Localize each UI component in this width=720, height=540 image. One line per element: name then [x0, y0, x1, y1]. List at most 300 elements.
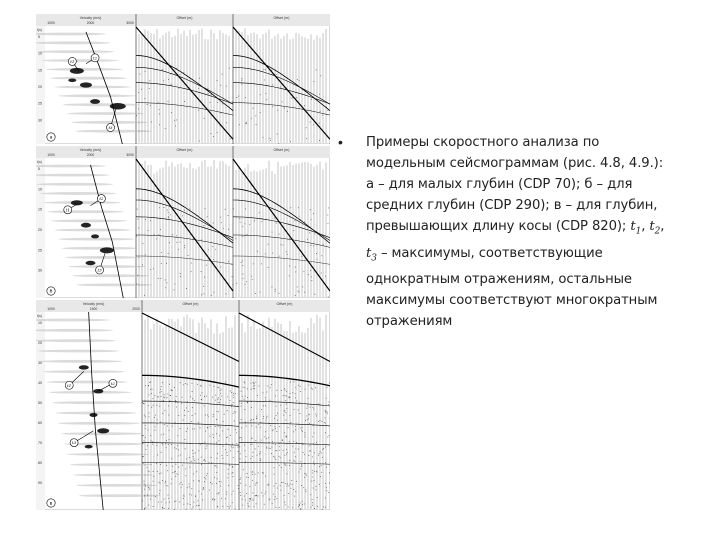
noise-speck [182, 77, 183, 78]
noise-speck [208, 249, 209, 250]
noise-speck [301, 464, 302, 465]
noise-speck [313, 462, 314, 463]
noise-speck [221, 389, 222, 390]
noise-speck [160, 422, 161, 423]
noise-speck [290, 393, 291, 394]
semblance-maximum [91, 234, 99, 238]
noise-speck [239, 446, 240, 447]
noise-speck [168, 216, 169, 217]
noise-speck [290, 415, 291, 416]
noise-speck [150, 105, 151, 106]
noise-speck [260, 460, 261, 461]
noise-speck [305, 432, 306, 433]
noise-speck [153, 471, 154, 472]
noise-speck [279, 450, 280, 451]
noise-speck [227, 455, 228, 456]
noise-speck [290, 141, 291, 142]
noise-speck [179, 502, 180, 503]
noise-speck [232, 466, 233, 467]
offset-header-1: Offset (m) [182, 302, 199, 306]
noise-speck [243, 274, 244, 275]
noise-speck [179, 88, 180, 89]
noise-speck [244, 496, 245, 497]
noise-speck [289, 465, 290, 466]
noise-speck [275, 395, 276, 396]
noise-speck [289, 265, 290, 266]
noise-speck [311, 219, 312, 220]
noise-speck [254, 383, 255, 384]
noise-speck [321, 472, 322, 473]
noise-speck [178, 415, 179, 416]
noise-speck [240, 492, 241, 493]
noise-speck [265, 397, 266, 398]
noise-speck [138, 228, 139, 229]
caption-block [338, 132, 678, 332]
noise-speck [265, 93, 266, 94]
noise-speck [288, 493, 289, 494]
noise-speck [246, 281, 247, 282]
noise-speck [201, 240, 202, 241]
noise-speck [298, 385, 299, 386]
noise-speck [232, 467, 233, 468]
noise-speck [200, 509, 201, 510]
noise-speck [176, 68, 177, 69]
noise-speck [252, 499, 253, 500]
noise-speck [295, 387, 296, 388]
noise-speck [146, 449, 147, 450]
noise-speck [246, 485, 247, 486]
noise-speck [219, 435, 220, 436]
noise-speck [158, 102, 159, 103]
noise-speck [180, 276, 181, 277]
noise-speck [326, 107, 327, 108]
noise-speck [300, 386, 301, 387]
noise-speck [242, 261, 243, 262]
spectrum-band [62, 247, 138, 250]
noise-speck [203, 488, 204, 489]
noise-speck [213, 434, 214, 435]
noise-speck [281, 490, 282, 491]
noise-speck [220, 267, 221, 268]
noise-speck [204, 277, 205, 278]
noise-speck [279, 456, 280, 457]
marker-label: t3 [97, 267, 102, 273]
noise-speck [228, 485, 229, 486]
noise-speck [265, 400, 266, 401]
noise-speck [296, 97, 297, 98]
noise-speck [304, 463, 305, 464]
noise-speck [211, 94, 212, 95]
noise-speck [276, 74, 277, 75]
noise-speck [159, 207, 160, 208]
noise-speck [216, 458, 217, 459]
semblance-maximum [90, 99, 100, 104]
noise-speck [304, 292, 305, 293]
noise-speck [175, 400, 176, 401]
noise-speck [249, 501, 250, 502]
noise-speck [284, 388, 285, 389]
noise-speck [327, 110, 328, 111]
noise-speck [294, 409, 295, 410]
noise-speck [256, 483, 257, 484]
noise-speck [276, 390, 277, 391]
noise-speck [174, 289, 175, 290]
noise-speck [256, 503, 257, 504]
noise-speck [189, 484, 190, 485]
noise-speck [291, 488, 292, 489]
noise-speck [191, 421, 192, 422]
noise-speck [183, 498, 184, 499]
noise-speck [168, 253, 169, 254]
noise-speck [265, 69, 266, 70]
noise-speck [299, 505, 300, 506]
noise-speck [285, 400, 286, 401]
time-tick-label: 20 [38, 228, 42, 232]
spectrum-band [49, 391, 130, 394]
noise-speck [238, 485, 239, 486]
noise-speck [147, 445, 148, 446]
noise-speck [228, 261, 229, 262]
noise-speck [266, 438, 267, 439]
noise-speck [255, 116, 256, 117]
noise-speck [257, 455, 258, 456]
noise-speck [254, 506, 255, 507]
noise-speck [255, 293, 256, 294]
noise-speck [270, 425, 271, 426]
noise-speck [148, 487, 149, 488]
noise-speck [265, 491, 266, 492]
velocity-tick-label: 2000 [86, 21, 95, 25]
panel-b-graphic [36, 146, 330, 298]
noise-speck [229, 68, 230, 69]
noise-speck [236, 283, 237, 284]
noise-speck [325, 432, 326, 433]
noise-speck [297, 291, 298, 292]
noise-speck [145, 385, 146, 386]
noise-speck [183, 72, 184, 73]
noise-speck [275, 496, 276, 497]
noise-speck [292, 392, 293, 393]
noise-speck [167, 282, 168, 283]
noise-speck [244, 387, 245, 388]
noise-speck [200, 444, 201, 445]
noise-speck [246, 122, 247, 123]
noise-speck [225, 449, 226, 450]
noise-speck [325, 423, 326, 424]
noise-speck [176, 396, 177, 397]
noise-speck [256, 427, 257, 428]
noise-speck [257, 251, 258, 252]
noise-speck [184, 410, 185, 411]
noise-speck [286, 473, 287, 474]
noise-speck [294, 381, 295, 382]
offset-header-2: Offset (m) [273, 16, 290, 20]
noise-speck [241, 262, 242, 263]
noise-speck [277, 413, 278, 414]
noise-speck [300, 509, 301, 510]
noise-speck [251, 438, 252, 439]
noise-speck [252, 474, 253, 475]
noise-speck [210, 436, 211, 437]
noise-speck [238, 447, 239, 448]
noise-speck [233, 395, 234, 396]
noise-speck [162, 507, 163, 508]
spectrum-band [40, 192, 116, 195]
noise-speck [143, 403, 144, 404]
noise-speck [201, 399, 202, 400]
noise-speck [257, 482, 258, 483]
noise-speck [162, 382, 163, 383]
noise-speck [156, 405, 157, 406]
noise-speck [185, 469, 186, 470]
noise-speck [285, 465, 286, 466]
noise-speck [228, 469, 229, 470]
noise-speck [206, 475, 207, 476]
noise-speck [223, 446, 224, 447]
noise-speck [204, 406, 205, 407]
velocity-header: Velocity (m/s) [79, 148, 102, 152]
noise-speck [205, 208, 206, 209]
noise-speck [241, 439, 242, 440]
noise-speck [177, 435, 178, 436]
noise-speck [231, 447, 232, 448]
noise-speck [176, 242, 177, 243]
noise-speck [258, 446, 259, 447]
noise-speck [252, 456, 253, 457]
velocity-tick-label: 1000 [47, 153, 55, 157]
noise-speck [158, 502, 159, 503]
noise-speck [267, 416, 268, 417]
velocity-analysis-panel-c [36, 300, 330, 510]
noise-speck [275, 291, 276, 292]
noise-speck [327, 387, 328, 388]
noise-speck [168, 79, 169, 80]
noise-speck [240, 458, 241, 459]
noise-speck [161, 386, 162, 387]
noise-speck [231, 264, 232, 265]
noise-speck [308, 274, 309, 275]
noise-speck [317, 259, 318, 260]
noise-speck [202, 443, 203, 444]
noise-speck [170, 73, 171, 74]
noise-speck [252, 492, 253, 493]
noise-speck [205, 431, 206, 432]
noise-speck [176, 448, 177, 449]
noise-speck [293, 230, 294, 231]
noise-speck [167, 485, 168, 486]
noise-speck [258, 496, 259, 497]
noise-speck [192, 398, 193, 399]
noise-speck [230, 391, 231, 392]
noise-speck [221, 481, 222, 482]
velocity-tick-label: 3000 [126, 153, 134, 157]
noise-speck [242, 505, 243, 506]
noise-speck [210, 426, 211, 427]
noise-speck [266, 448, 267, 449]
noise-speck [255, 382, 256, 383]
noise-speck [199, 78, 200, 79]
noise-speck [304, 473, 305, 474]
noise-speck [284, 455, 285, 456]
noise-speck [276, 406, 277, 407]
noise-speck [325, 276, 326, 277]
noise-speck [205, 461, 206, 462]
noise-speck [320, 476, 321, 477]
noise-speck [304, 222, 305, 223]
noise-speck [325, 411, 326, 412]
noise-speck [310, 122, 311, 123]
noise-speck [258, 424, 259, 425]
noise-speck [290, 382, 291, 383]
seismic-figure [36, 14, 330, 510]
noise-speck [299, 472, 300, 473]
noise-speck [172, 426, 173, 427]
noise-speck [314, 464, 315, 465]
noise-speck [213, 136, 214, 137]
noise-speck [226, 293, 227, 294]
noise-speck [287, 484, 288, 485]
noise-speck [313, 425, 314, 426]
noise-speck [203, 487, 204, 488]
noise-speck [329, 472, 330, 473]
noise-speck [181, 403, 182, 404]
noise-speck [165, 483, 166, 484]
velocity-tick-label: 2000 [132, 307, 140, 311]
noise-speck [283, 415, 284, 416]
noise-speck [174, 120, 175, 121]
noise-speck [298, 207, 299, 208]
noise-speck [195, 496, 196, 497]
noise-speck [281, 390, 282, 391]
noise-speck [137, 219, 138, 220]
noise-speck [208, 88, 209, 89]
noise-speck [175, 464, 176, 465]
noise-speck [168, 498, 169, 499]
marker-label: t1 [65, 207, 70, 213]
noise-speck [149, 413, 150, 414]
noise-speck [272, 503, 273, 504]
noise-speck [299, 216, 300, 217]
noise-speck [150, 389, 151, 390]
noise-speck [136, 284, 137, 285]
noise-speck [173, 472, 174, 473]
noise-speck [321, 273, 322, 274]
noise-speck [300, 469, 301, 470]
noise-speck [242, 396, 243, 397]
noise-speck [255, 485, 256, 486]
noise-speck [201, 494, 202, 495]
noise-speck [313, 124, 314, 125]
noise-speck [219, 402, 220, 403]
time-tick-label: 60 [38, 421, 42, 425]
noise-speck [328, 297, 329, 298]
noise-speck [267, 386, 268, 387]
figure-caption: Примеры скоростного анализа по модельным сейсмограммам (рис. 4.8, 4.9.): а – для малых глубин (CDP 70); б – для средних глубин (CDP 290); в – для глубин, превышающих длину косы (CDP 820); $t_1$, $t_2$, $t_3$ – максимумы, соответствующие однократным отражениям, остальные максимумы соответствуют многократным отражениям [366, 135, 665, 330]
noise-speck [186, 431, 187, 432]
noise-speck [215, 395, 216, 396]
noise-speck [203, 460, 204, 461]
noise-speck [227, 437, 228, 438]
noise-speck [295, 449, 296, 450]
noise-speck [213, 416, 214, 417]
noise-speck [195, 413, 196, 414]
noise-speck [244, 409, 245, 410]
noise-speck [260, 292, 261, 293]
offset-header-1: Offset (m) [176, 148, 193, 152]
noise-speck [144, 401, 145, 402]
noise-speck [244, 382, 245, 383]
noise-speck [175, 422, 176, 423]
noise-speck [190, 504, 191, 505]
noise-speck [269, 448, 270, 449]
noise-speck [211, 457, 212, 458]
noise-speck [251, 419, 252, 420]
noise-speck [149, 471, 150, 472]
noise-speck [275, 444, 276, 445]
noise-speck [240, 483, 241, 484]
noise-speck [280, 87, 281, 88]
noise-speck [320, 111, 321, 112]
noise-speck [149, 80, 150, 81]
noise-speck [277, 420, 278, 421]
noise-speck [245, 422, 246, 423]
noise-speck [187, 384, 188, 385]
noise-speck [272, 253, 273, 254]
noise-speck [204, 477, 205, 478]
noise-speck [306, 138, 307, 139]
noise-speck [198, 491, 199, 492]
noise-speck [251, 276, 252, 277]
noise-speck [268, 437, 269, 438]
noise-speck [252, 108, 253, 109]
noise-speck [295, 267, 296, 268]
noise-speck [285, 420, 286, 421]
noise-speck [329, 483, 330, 484]
noise-speck [263, 416, 264, 417]
noise-speck [245, 462, 246, 463]
noise-speck [233, 393, 234, 394]
noise-speck [220, 399, 221, 400]
noise-speck [310, 450, 311, 451]
noise-speck [207, 427, 208, 428]
noise-speck [248, 477, 249, 478]
velocity-analysis-panel-b [36, 146, 330, 298]
noise-speck [172, 390, 173, 391]
noise-speck [271, 384, 272, 385]
noise-speck [220, 390, 221, 391]
noise-speck [145, 416, 146, 417]
noise-speck [189, 486, 190, 487]
noise-speck [163, 397, 164, 398]
noise-speck [290, 422, 291, 423]
noise-speck [184, 415, 185, 416]
noise-speck [184, 210, 185, 211]
noise-speck [286, 404, 287, 405]
noise-speck [192, 391, 193, 392]
noise-speck [170, 214, 171, 215]
noise-speck [177, 445, 178, 446]
noise-speck [208, 93, 209, 94]
noise-speck [213, 259, 214, 260]
noise-speck [250, 498, 251, 499]
noise-speck [198, 459, 199, 460]
noise-speck [297, 424, 298, 425]
noise-speck [227, 477, 228, 478]
noise-speck [182, 484, 183, 485]
noise-speck [166, 447, 167, 448]
noise-speck [311, 99, 312, 100]
noise-speck [287, 452, 288, 453]
